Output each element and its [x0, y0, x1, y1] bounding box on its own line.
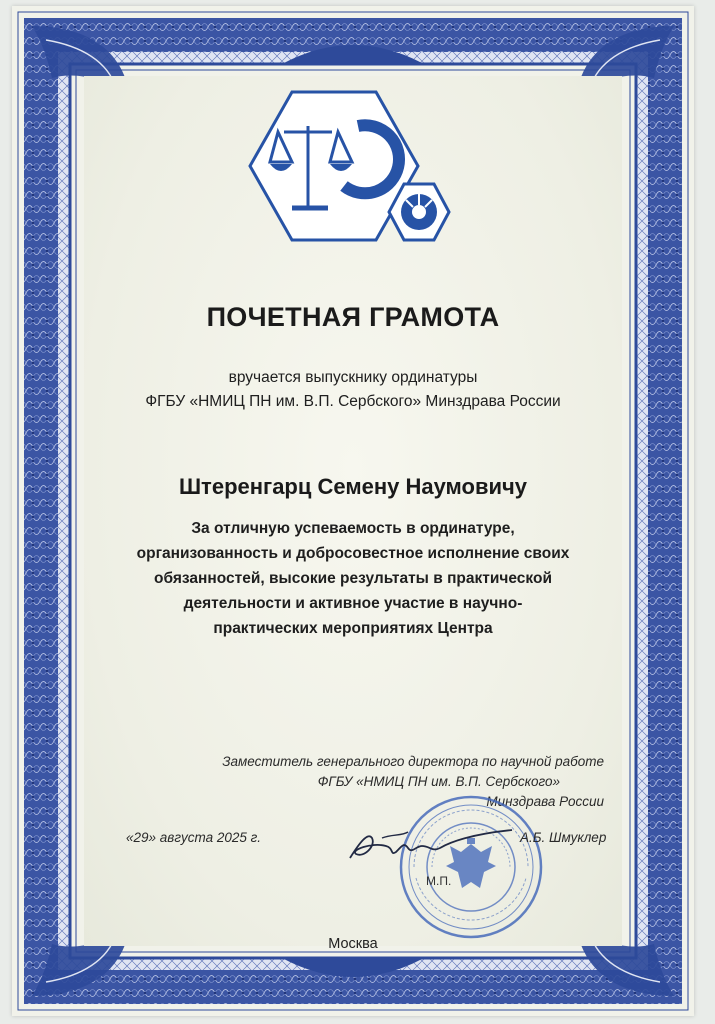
recipient-name: Штеренгарц Семену Наумовичу	[178, 474, 528, 499]
reason-line: обязанностей, высокие результаты в практической	[154, 570, 552, 587]
city: Москва	[328, 936, 378, 952]
signatory-line: ФГБУ «НМИЦ ПН им. В.П. Сербского»	[317, 774, 560, 789]
handwritten-signature	[342, 812, 522, 872]
seal-mark: М.П.	[426, 874, 452, 888]
issue-date: «29» августа 2025 г.	[126, 830, 262, 845]
signer-name: А.Б. Шмуклер	[520, 830, 607, 845]
page-title: ПОЧЕТНАЯ ГРАМОТА	[206, 302, 500, 332]
reason-line: За отличную успеваемость в ординатуре,	[191, 520, 515, 537]
cis-emblem-icon	[389, 184, 449, 240]
institute-logo	[248, 86, 458, 256]
reason-line: организованность и добросовестное исполнение своих	[136, 545, 570, 562]
signatory-line: Минздрава России	[486, 794, 604, 809]
certificate-sheet	[12, 6, 694, 1016]
award-reason	[108, 516, 598, 641]
subtitle	[12, 366, 694, 414]
signatory-line: Заместитель генерального директора по научной работе	[222, 754, 604, 769]
subtitle-line: ФГБУ «НМИЦ ПН им. В.П. Сербского» Минздрава России	[145, 393, 561, 410]
subtitle-line: вручается выпускнику ординатуры	[228, 369, 478, 386]
reason-line: деятельности и активное участие в научно-	[183, 595, 523, 612]
reason-line: практических мероприятиях Центра	[213, 620, 493, 637]
